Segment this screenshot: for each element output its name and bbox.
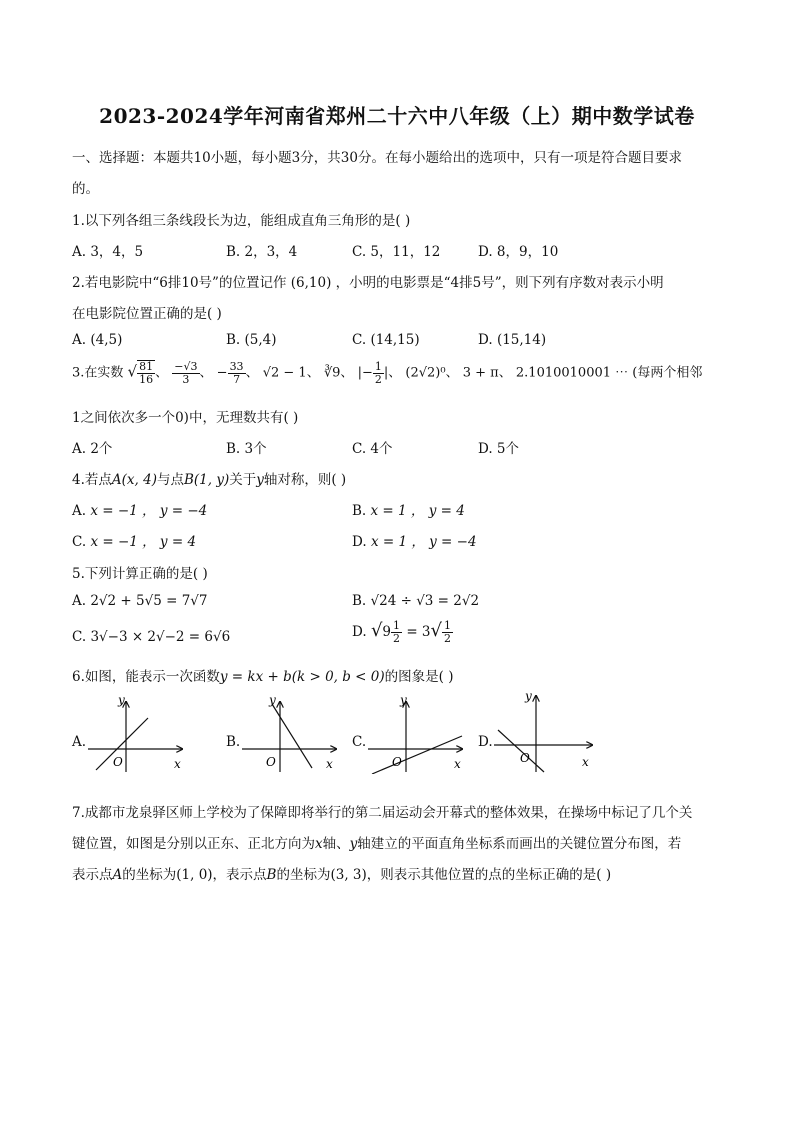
q4-option-b-label: B. [352,503,367,519]
q4-point-b: B(1, y) [183,472,230,488]
q3-den-2: 2 [374,372,382,386]
q6-option-a-label: A. [72,734,87,750]
q7-l3-coordB: (3, 3) [330,867,367,883]
q6-stem [72,665,453,685]
y-label: y [525,689,532,703]
q4-option-b [352,499,465,519]
q7-l2-b: 轴、 [322,836,350,852]
q5-option-b [352,593,479,609]
q4-option-d-label: D. [352,534,367,550]
y-label: y [118,693,125,707]
q3-abs-close: | [383,365,389,381]
q3-pow0: (2√2)⁰ [405,365,446,381]
q5-option-b-label: B. [352,593,367,609]
page-title: 2023-2024学年河南省郑州二十六中八年级（上）期中数学试卷 [99,104,695,128]
q3-abs-open: |− [357,365,373,381]
q2-stem [72,271,664,291]
q3-option-a: A. 2个 [72,441,113,457]
q2-option-b-value: (5,4) [244,332,277,348]
q6-option-d-label: D. [478,734,493,750]
q7-stem: 7.成都市龙泉驿区师上学校为了保障即将举行的第二届运动会开幕式的整体效果，在操场中标记了几个关 [72,805,693,821]
q7-l3-d: 的坐标为 [276,867,331,883]
q4-option-a-value: x = −1 ， y = −4 [90,503,208,519]
q7-l2-a: 键位置，如图是分别以正东、正北方向为 [72,836,315,852]
q3-decimal: 2.1010010001 ⋯ (每两个相邻 [515,365,703,381]
q2-option-a [72,332,122,348]
origin-label: O [392,755,402,769]
q2-option-a-value: (4,5) [90,332,123,348]
y-label: y [400,693,407,707]
q5-option-d-frac2 [442,620,453,645]
q2-option-c [352,332,420,348]
x-label: x [454,757,461,771]
q3-stem: 3.在实数 √ $\frac{81}{16}$ 、 $\frac{-√3}{3}$ 、 − $\frac{33}{7}$ 、 √2 − 1、 ∛9、 |− $\frac{1}{2}$ |、 (2√2)⁰、 3 + π、 2.1010010001 ⋯ (每两个相邻 [72,359,703,386]
q5-option-d-whole: 9 [382,624,392,640]
q3-sqrt2-minus-1: √2 − 1 [262,365,307,381]
q5-option-a-value: 2√2 + 5√5 = 7√7 [90,593,208,609]
q2-stem-cont: 在电影院位置正确的是( ) [72,306,222,322]
q4-stem-d: 轴对称，则( ) [263,472,347,488]
q5-option-a [72,593,207,609]
q4-point-a: A(x, 4) [111,472,157,488]
q7-l3-e: ，则表示其他位置的点的坐标正确的是( ) [366,867,612,883]
q4-axis: y [256,472,264,488]
q5-option-a-label: A. [72,593,87,609]
q4-option-a-label: A. [72,503,87,519]
q5-option-c-value: 3√−3 × 2√−2 = 6√6 [90,629,231,645]
q3-den-7: 7 [233,372,241,386]
q3-num-sqrt3: −√3 [174,359,198,373]
q5-d-den2: 2 [444,632,451,645]
q1-option-b: B. 2，3，4 [226,244,298,260]
q3-neg-sqrt3-over-3 [172,361,199,386]
q4-option-a [72,499,207,519]
q3-num-1: 1 [374,359,382,373]
x-label: x [326,757,333,771]
q2-option-c-value: (14,15) [370,332,420,348]
q4-stem-a: 4.若点 [72,472,112,488]
q6-graph-c [366,692,470,774]
q4-stem-c: 关于 [229,472,257,488]
q5-option-d-eq: = 3 [406,624,431,640]
q5-option-b-value: √24 ÷ √3 = 2√2 [370,593,480,609]
q2-option-d-label: D. [478,332,493,348]
q3-option-b: B. 3个 [226,441,267,457]
q2-option-a-label: A. [72,332,87,348]
q5-option-d-frac1 [391,620,402,645]
q7-l3-b: 的坐标为 [122,867,177,883]
q6-stem-a: 6.如图，能表示一次函数 [72,669,220,685]
section-header: 一、选择题：本题共10小题，每小题3分，共30分。在每小题给出的选项中，只有一项是符合题目要求 [72,150,682,166]
q2-option-d [478,332,546,348]
q6-option-c-label: C. [352,734,367,750]
q7-l3-a: 表示点 [72,867,113,883]
q3-sep: 、 [445,365,459,381]
q6-option-b-label: B. [226,734,241,750]
q3-sep: 、 [155,365,169,381]
q5-d-den: 2 [393,632,401,645]
q7-stem-cont2 [72,863,611,883]
origin-label: O [113,755,123,769]
q3-cbrt9: ∛9 [323,365,341,381]
q5-option-c-label: C. [72,629,87,645]
q1-option-c: C. 5，11，12 [352,244,441,260]
q4-stem [72,468,346,488]
q6-function: y = kx + b(k > 0, b < 0) [219,669,385,685]
q2-option-b [226,332,277,348]
q5-option-c [72,629,230,645]
q2-option-c-label: C. [352,332,367,348]
q2-stem-b: ，小明的电影票是“4排5号”，则下列有序数对表示小明 [335,275,664,291]
q6-graph-d [492,688,596,774]
q4-option-d [352,530,477,550]
q1-option-d: D. 8，9，10 [478,244,559,260]
q2-option-d-value: (15,14) [496,332,547,348]
q2-stem-point: (6,10) [290,275,332,291]
q2-stem-a: 2.若电影院中“6排10号”的位置记作 [72,275,287,291]
q6-graph-a [86,692,190,774]
q3-sep: 、 [388,365,402,381]
q3-sep: 、 [340,365,354,381]
q4-option-b-value: x = 1 ， y = 4 [370,503,465,519]
q3-half [373,361,384,386]
origin-label: O [520,751,530,765]
x-label: x [174,757,181,771]
origin-label: O [266,755,276,769]
q6-stem-b: 的图象是( ) [384,669,454,685]
q3-sqrt-81-16 [137,360,155,386]
q5-option-d-label: D. [352,624,367,640]
q3-neg-33-over-7 [228,361,246,386]
q7-l2-x: x [315,836,323,852]
q5-option-d: D. √9 $\frac{1}{2}$ = 3√ $\frac{1}{2}$ [352,619,451,645]
q7-stem-cont [72,832,681,852]
q5-d-num2: 1 [444,619,451,632]
q7-l3-c: ，表示点 [212,867,267,883]
function-line [372,736,462,774]
q3-stem-cont: 1之间依次多一个0)中，无理数共有( ) [72,410,299,426]
q3-option-d: D. 5个 [478,441,520,457]
q6-graph-b [240,692,344,774]
q3-option-c: C. 4个 [352,441,393,457]
q3-stem-a: 3.在实数 [72,365,124,381]
q1-option-a: A. 3，4，5 [72,244,144,260]
q3-den-3: 3 [182,372,190,386]
q7-l3-pointB: B [266,867,277,883]
q3-sep: 、 [199,365,213,381]
q3-num-33: 33 [229,359,244,373]
q4-option-c-label: C. [72,534,87,550]
q1-stem: 1.以下列各组三条线段长为边，能组成直角三角形的是( ) [72,213,411,229]
x-label: x [582,755,589,769]
function-line [272,704,312,768]
q4-option-d-value: x = 1 ， y = −4 [370,534,477,550]
q5-stem: 5.下列计算正确的是( ) [72,566,208,582]
q5-d-num: 1 [393,619,401,632]
q7-l3-coordA: (1, 0) [176,867,213,883]
q3-sep: 、 [245,365,259,381]
q4-stem-b: 与点 [156,472,184,488]
q3-three-plus-pi: 3 + π [462,365,499,381]
y-label: y [269,693,276,707]
q7-l2-y: y [349,836,358,852]
q4-option-c [72,530,196,550]
q4-option-c-value: x = −1 ， y = 4 [90,534,197,550]
q3-num-81: 81 [139,360,154,373]
q2-option-b-label: B. [226,332,241,348]
q7-l2-c: 轴建立的平面直角坐标系而画出的关键位置分布图，若 [357,836,682,852]
q3-sep: 、 [306,365,320,381]
section-header-cont: 的。 [72,181,99,197]
q7-l3-pointA: A [112,867,123,883]
q3-den-16: 16 [139,373,154,386]
